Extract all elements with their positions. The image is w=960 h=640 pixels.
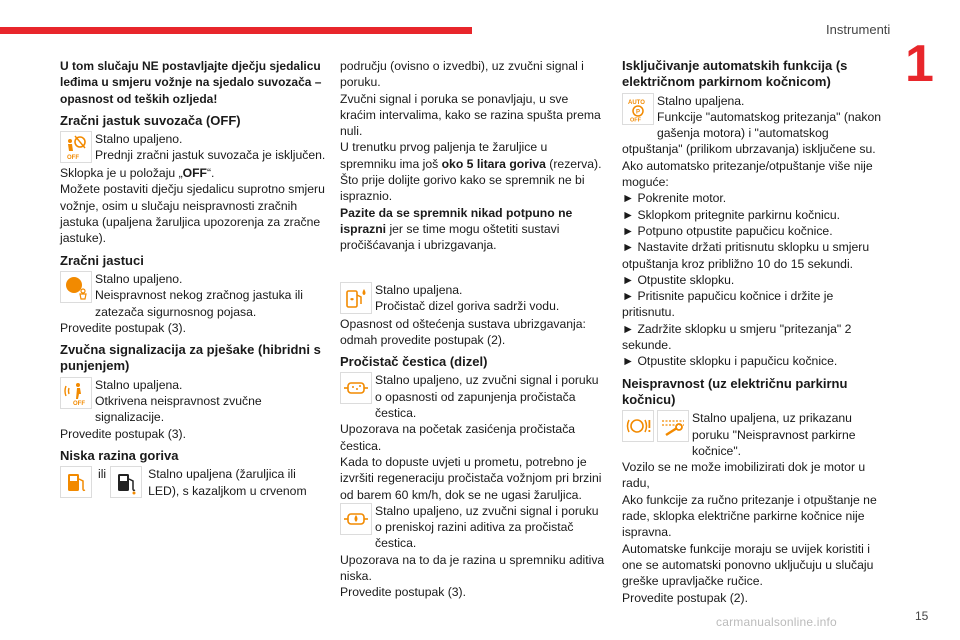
airbag-off-line2: Prednji zračni jastuk suvozača je isključen. xyxy=(95,148,326,163)
header-accent-bar xyxy=(0,27,472,34)
epb-fault-line1: Stalno upaljena, uz prikazanu poruku "Neispravnost parkirne kočnice". xyxy=(692,411,856,458)
airbag-off-switch-text: Sklopka je u položaju „OFF“. xyxy=(60,166,215,181)
fuel-continued-p1: području (ovisno o izvedbi), uz zvučni signal i poruku. xyxy=(340,59,584,90)
svg-text:OFF: OFF xyxy=(630,117,641,122)
airbags-entry xyxy=(60,271,328,320)
dpf2-procedure: Provedite postupak (3). xyxy=(340,585,467,600)
column-3 xyxy=(622,58,888,606)
page-number: 15 xyxy=(915,609,929,623)
step-item: ► Pokrenite motor. xyxy=(622,191,727,206)
epb-fault-procedure: Provedite postupak (2). xyxy=(622,590,749,605)
dpf2-desc1: Upozorava na to da je razina u spremniku aditiva niska. xyxy=(340,552,605,584)
pedestrian-line1: Stalno upaljena. xyxy=(95,377,183,392)
fuel-continued-p3: U trenutku prvog paljenja te žaruljice u spremniku ima još oko 5 litara goriva (rezerva). xyxy=(340,140,602,171)
dpf-entry-2 xyxy=(340,503,606,552)
watermark: carmanualsonline.info xyxy=(716,615,837,629)
airbag-off-line1: Stalno upaljeno. xyxy=(95,132,183,147)
low-fuel-entry xyxy=(60,466,328,500)
epb-fault-desc1: Vozilo se ne može imobilizirati dok je motor u radu, xyxy=(622,460,866,491)
svg-text:P: P xyxy=(636,109,641,116)
diesel-water-entry xyxy=(340,282,606,316)
dpf-icon xyxy=(340,372,372,404)
svg-text:OFF: OFF xyxy=(67,155,79,161)
heading-airbags: Zračni jastuci xyxy=(60,252,144,268)
step-item: ► Sklopkom pritegnite parkirnu kočnicu. xyxy=(622,207,840,222)
heading-pedestrian-sound: Zvučna signalizacija za pješake (hibridni s punjenjem) xyxy=(60,342,321,374)
pedestrian-line2: Otkrivena neispravnost zvučne signalizacije. xyxy=(95,394,262,425)
pedestrian-procedure: Provedite postupak (3). xyxy=(60,426,187,441)
airbag-icon xyxy=(60,271,92,303)
section-title: Instrumenti xyxy=(826,22,891,37)
airbags-procedure: Provedite postupak (3). xyxy=(60,320,187,335)
child-seat-warning: U tom slučaju NE postavljajte dječju sjedalicu leđima u smjeru vožnje na sjedalo suvozača – opasnost od teških ozljeda! xyxy=(60,59,322,106)
dpf1-desc1: Upozorava na početak zasićenja pročistača čestica. xyxy=(340,422,576,453)
airbags-line2: Neispravnost nekog zračnog jastuka ili zatezača sigurnosnog pojasa. xyxy=(95,288,303,319)
auto-off-entry xyxy=(622,93,888,158)
heading-epb-fault: Neispravnost (uz električnu parkirnu kočnicu) xyxy=(622,375,848,407)
diesel-water-desc: Opasnost od oštećenja sustava ubrizgavanja: odmah provedite postupak (2). xyxy=(340,316,586,347)
column-2 xyxy=(340,58,606,601)
airbags-line1: Stalno upaljeno. xyxy=(95,271,183,286)
diesel-water-line1: Stalno upaljena. xyxy=(375,282,463,297)
dpf-additive-icon xyxy=(340,503,372,535)
auto-off-desc: Ako automatsko pritezanje/otpuštanje više nije moguće: xyxy=(622,158,873,190)
airbag-off-entry xyxy=(60,131,328,165)
step-item: ► Zadržite sklopku u smjeru "pritezanja" 2 sekunde. xyxy=(622,321,852,353)
auto-off-line2: Funkcije "automatskog pritezanja" (nakon gašenja motora) i "automatskog otpuštanja" (prilikom ubrzavanja) isključene su. xyxy=(622,109,882,157)
svg-text:OFF: OFF xyxy=(73,400,85,406)
heading-low-fuel: Niska razina goriva xyxy=(60,447,179,463)
diesel-water-icon xyxy=(340,282,372,314)
fuel-continued-p2: Zvučni signal i poruka se ponavljaju, u sve kraćim intervalima, kako se razina spušta prema nuli. xyxy=(340,91,601,139)
brake-warning-icon xyxy=(622,410,654,442)
step-item: ► Nastavite držati pritisnutu sklopku u smjeru otpuštanja kroz približno 10 do 15 sekundi. xyxy=(622,240,870,271)
diesel-water-line2: Pročistač dizel goriva sadrži vodu. xyxy=(375,298,560,313)
step-item: ► Otpustite sklopku. xyxy=(622,272,735,287)
epb-fault-desc3: Automatske funkcije moraju se uvijek koristiti i one se automatski ponovno uključuju u slučaju greške upravljačke ručice. xyxy=(622,541,874,589)
fuel-continued-p4: Što prije dolijte gorivo kako se spremnik ne bi ispraznio. xyxy=(340,173,585,204)
fuel-pump-icon xyxy=(60,466,92,498)
dpf-entry-1 xyxy=(340,372,606,421)
heading-dpf: Pročistač čestica (dizel) xyxy=(340,354,488,370)
pedestrian-sound-off-icon xyxy=(60,377,92,409)
low-fuel-text: Stalno upaljena (žaruljica ili LED), s kazaljkom u crvenom xyxy=(148,467,307,498)
pedestrian-entry xyxy=(60,377,328,426)
dpf1-desc2: Kada to dopuste uvjeti u prometu, potrebno je izvršiti regeneraciju pročistača vožnjom pri brzini od barem 60 km/h, dok se ne ugasi žaruljica. xyxy=(340,454,602,502)
epb-fault-entry xyxy=(622,410,888,459)
svg-text:AUTO: AUTO xyxy=(628,99,645,106)
wrench-icon xyxy=(657,410,689,442)
auto-off-line1: Stalno upaljena. xyxy=(657,93,745,108)
airbag-off-icon xyxy=(60,131,92,163)
column-1 xyxy=(60,58,328,500)
step-item: ► Otpustite sklopku i papučicu kočnice. xyxy=(622,354,838,369)
fuel-or-label: ili xyxy=(98,467,107,482)
heading-airbag-off: Zračni jastuk suvozača (OFF) xyxy=(60,112,241,128)
dpf2-line1: Stalno upaljeno, uz zvučni signal i poruku o preniskoj razini aditiva za pročistač čestica. xyxy=(375,503,599,551)
heading-auto-functions: Isključivanje automatskih funkcija (s električnom parkirnom kočnicom) xyxy=(622,58,848,90)
auto-release-steps xyxy=(622,190,888,369)
fuel-led-icon xyxy=(110,466,142,498)
dpf1-line1: Stalno upaljeno, uz zvučni signal i poruku o opasnosti od zapunjenja pročistača čestica. xyxy=(375,373,599,421)
airbag-off-desc: Možete postaviti dječju sjedalicu suprotno smjeru vožnje, osim u slučaju neispravnosti zračnih jastuka (upaljena žaruljica upozorenja za zračne jastuke). xyxy=(60,182,325,246)
fuel-continued-p5: Pazite da se spremnik nikad potpuno ne isprazni jer se time mogu oštetiti sustavi pročišćavanja i ubrizgavanja. xyxy=(340,205,573,253)
auto-off-icon xyxy=(622,93,654,125)
step-item: ► Potpuno otpustite papučicu kočnice. xyxy=(622,223,833,238)
chapter-number: 1 xyxy=(905,35,934,93)
epb-fault-desc2: Ako funkcije za ručno pritezanje i otpuštanje ne rade, sklopka električne parkirne kočnice nije ispravna. xyxy=(622,492,877,540)
step-item: ► Pritisnite papučicu kočnice i držite je pritisnutu. xyxy=(622,289,834,320)
